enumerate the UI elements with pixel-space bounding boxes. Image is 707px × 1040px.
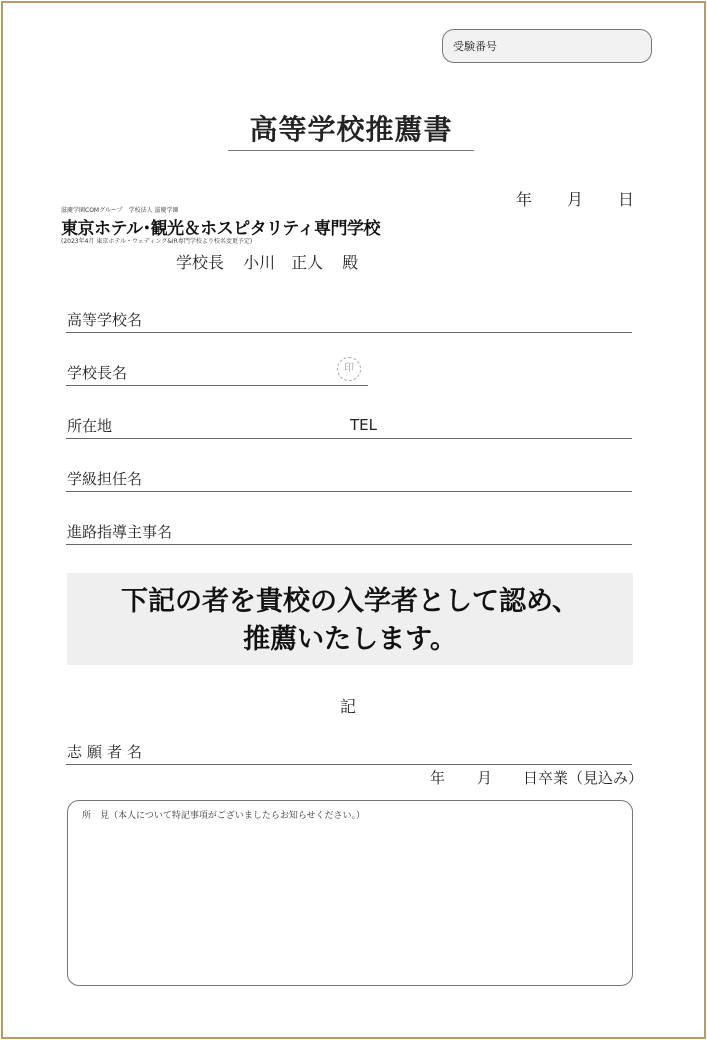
homeroom-teacher-field[interactable] <box>66 469 632 492</box>
applicant-name-field[interactable] <box>66 742 632 765</box>
address-field[interactable] <box>66 416 632 439</box>
principal-name-label: 学校長名 <box>67 364 128 382</box>
career-guidance-label: 進路指導主事名 <box>67 523 173 541</box>
career-guidance-field[interactable] <box>66 522 632 545</box>
graduation-text: 日卒業（見込み） <box>523 769 644 787</box>
seal-stamp-icon: 印 <box>337 357 361 381</box>
ki-heading: 記 <box>340 697 357 716</box>
remarks-label: 所 見（本人について特記事項がございましたらお知らせください。） <box>82 811 366 821</box>
recommendation-statement <box>67 573 633 665</box>
school-name-change-note: (2023年4月 東京ホテル・ウェディング&IR専門学校より校名変更予定) <box>61 238 253 245</box>
address-label: 所在地 <box>67 417 113 435</box>
tel-label: TEL <box>350 416 377 434</box>
honorific: 殿 <box>342 253 359 272</box>
statement-line-1: 下記の者を貴校の入学者として認め、 <box>121 586 579 617</box>
document-title: 高等学校推薦書 <box>228 112 474 151</box>
principal-name: 小川 正人 <box>243 253 324 272</box>
principal-name-field[interactable] <box>66 363 368 386</box>
date-month: 月 <box>567 190 584 209</box>
exam-number-box[interactable] <box>442 29 652 63</box>
remarks-box[interactable] <box>67 800 633 986</box>
date-day: 日 <box>618 190 635 209</box>
date-year: 年 <box>516 190 533 209</box>
high-school-name-field[interactable] <box>66 310 632 333</box>
applicant-name-label: 志願者名 <box>67 743 148 761</box>
high-school-name-label: 高等学校名 <box>67 311 143 329</box>
graduation-month: 月 <box>477 769 493 787</box>
exam-number-label: 受験番号 <box>453 40 497 53</box>
graduation-year: 年 <box>430 769 446 787</box>
homeroom-teacher-label: 学級担任名 <box>67 470 143 488</box>
statement-line-2: 推薦いたします。 <box>243 624 457 655</box>
school-group-line: 滋慶学園COMグループ 学校法人 滋慶学園 <box>61 207 179 214</box>
addressee-principal <box>176 250 358 273</box>
principal-title: 学校長 <box>176 253 225 272</box>
addressee-school-name: 東京ホテル･観光＆ホスピタリティ専門学校 <box>61 219 380 239</box>
